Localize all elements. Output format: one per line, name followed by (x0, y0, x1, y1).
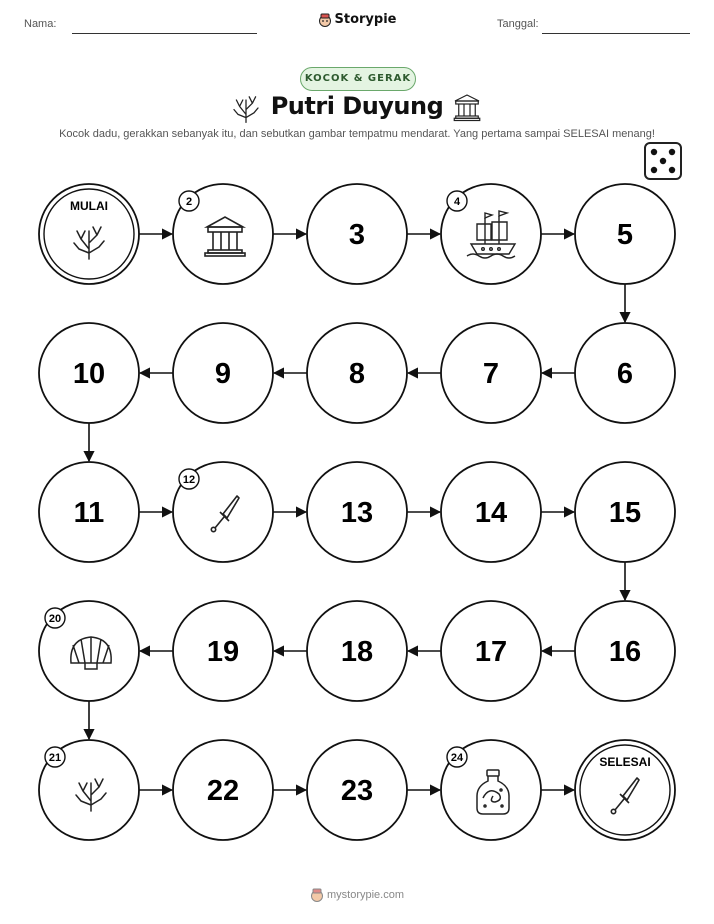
space-number: 16 (608, 636, 642, 668)
space-label: SELESAI (599, 755, 651, 769)
date-label: Tanggal: (497, 18, 539, 30)
activity-badge: KOCOK & GERAK (300, 67, 416, 91)
board-space-18 (307, 601, 407, 701)
board-space-16 (575, 601, 675, 701)
space-number: 15 (608, 497, 642, 529)
space-label: MULAI (70, 199, 108, 213)
space-number: 17 (474, 636, 508, 668)
footer-url: mystorypie.com (326, 889, 405, 901)
brand-name: Storypie (334, 12, 397, 27)
board-space-14 (441, 462, 541, 562)
space-number: 13 (340, 497, 374, 529)
board-space-8 (307, 323, 407, 423)
space-number: 3 (348, 219, 366, 251)
board-space-21 (39, 740, 139, 840)
space-number: 12 (182, 474, 196, 486)
space-number: 5 (616, 219, 634, 251)
space-number: 6 (616, 358, 634, 390)
space-number: 23 (340, 775, 374, 807)
storypie-mascot-icon (310, 888, 324, 902)
board-space-2 (173, 184, 273, 284)
space-number: 19 (206, 636, 240, 668)
board-space-10 (39, 323, 139, 423)
space-number: 8 (348, 358, 366, 390)
footer (0, 888, 714, 902)
space-number: 14 (474, 497, 508, 529)
space-number: 18 (340, 636, 374, 668)
space-number: 20 (48, 613, 62, 625)
board-space-12 (173, 462, 273, 562)
board-space-15 (575, 462, 675, 562)
page-title: Putri Duyung (270, 92, 444, 120)
space-number: 2 (185, 196, 193, 208)
board-space-6 (575, 323, 675, 423)
board-space-13 (307, 462, 407, 562)
board-space-22 (173, 740, 273, 840)
board-spaces (39, 184, 675, 840)
space-number: 24 (450, 752, 464, 764)
board-space-24 (441, 740, 541, 840)
board-space-4 (441, 184, 541, 284)
board-space-25 (575, 740, 675, 840)
space-number: 21 (48, 752, 62, 764)
board-space-7 (441, 323, 541, 423)
space-number: 11 (73, 497, 105, 529)
space-number: 22 (206, 775, 240, 807)
instructions: Kocok dadu, gerakkan sebanyak itu, dan sebutkan gambar tempatmu mendarat. Yang pertama sampai SELESAI menang! (59, 128, 655, 140)
space-number: 10 (72, 358, 106, 390)
space-number: 7 (482, 358, 500, 390)
name-label: Nama: (24, 18, 57, 30)
board-space-11 (39, 462, 139, 562)
space-number: 4 (453, 196, 461, 208)
board-space-17 (441, 601, 541, 701)
board-space-23 (307, 740, 407, 840)
space-number: 9 (214, 358, 232, 390)
board-space-3 (307, 184, 407, 284)
board-space-5 (575, 184, 675, 284)
board-space-1 (39, 184, 139, 284)
board-space-19 (173, 601, 273, 701)
board-space-20 (39, 601, 139, 701)
board-space-9 (173, 323, 273, 423)
